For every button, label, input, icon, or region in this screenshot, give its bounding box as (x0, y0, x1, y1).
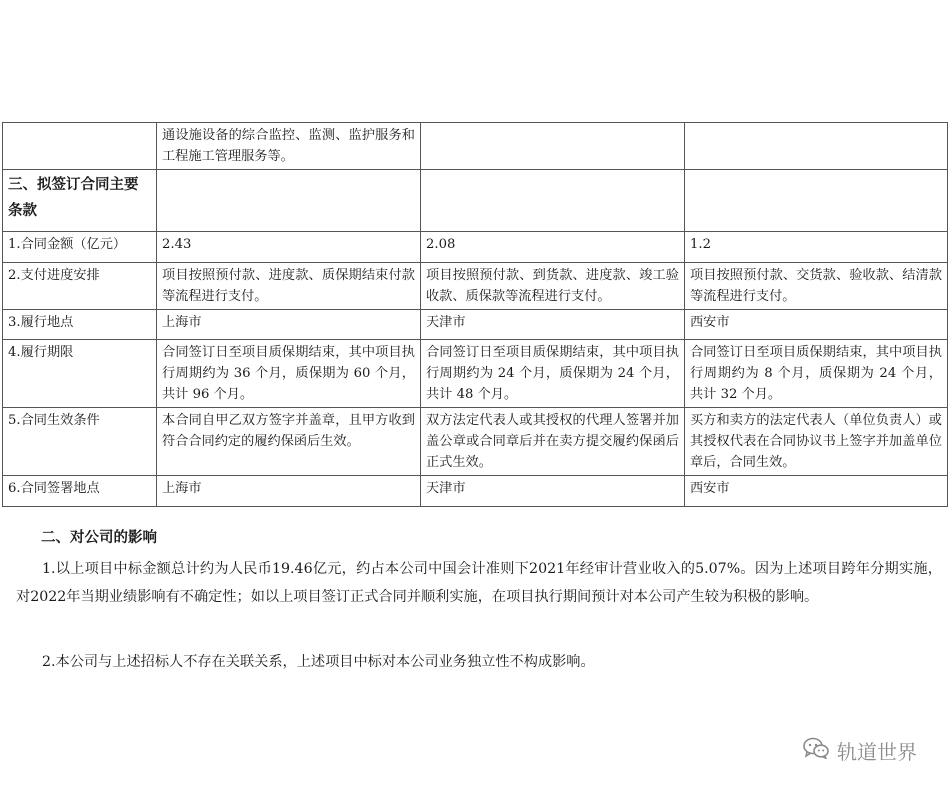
table-cell: 合同签订日至项目质保期结束，其中项目执行周期约为 8 个月，质保期为 24 个月，共计 32 个月。 (685, 340, 948, 408)
table-row (3, 263, 948, 310)
table-cell: 2.43 (157, 232, 421, 263)
wechat-icon (803, 737, 829, 764)
watermark-text: 轨道世界 (837, 740, 917, 764)
watermark (803, 736, 917, 765)
table-cell: 天津市 (421, 310, 685, 340)
table-cell: 本合同自甲乙双方签字并盖章，且甲方收到符合合同约定的履约保函后生效。 (157, 408, 421, 476)
table-cell: 买方和卖方的法定代表人（单位负责人）或其授权代表在合同协议书上签字并加盖单位章后，合同生效。 (685, 408, 948, 476)
paragraph: 1.以上项目中标金额总计约为人民币19.46亿元，约占本公司中国会计准则下2021年经审计营业收入的5.07%。因为上述项目跨年分期实施，对2022年当期业绩影响有不确定性；如以上项目签订正式合同并顺利实施，在项目执行期间预计对本公司产生较为积极的影响。 (16, 561, 942, 605)
table-cell (157, 170, 421, 232)
table-row (3, 232, 948, 263)
row-label: 3.履行地点 (3, 310, 157, 340)
contract-terms-table (2, 122, 948, 507)
table-cell: 西安市 (685, 310, 948, 340)
table-row (3, 170, 948, 232)
table-row (3, 340, 948, 408)
table-row (3, 123, 948, 170)
table-cell: 西安市 (685, 476, 948, 507)
table-row (3, 310, 948, 340)
table-cell: 上海市 (157, 310, 421, 340)
table-cell: 合同签订日至项目质保期结束，其中项目执行周期约为 36 个月，质保期为 60 个月，共计 96 个月。 (157, 340, 421, 408)
row-label: 6.合同签署地点 (3, 476, 157, 507)
table-cell: 天津市 (421, 476, 685, 507)
paragraph: 2.本公司与上述招标人不存在关联关系，上述项目中标对本公司业务独立性不构成影响。 (42, 654, 595, 670)
table-cell: 2.08 (421, 232, 685, 263)
table-cell: 上海市 (157, 476, 421, 507)
table-cell: 项目按照预付款、进度款、质保期结束付款等流程进行支付。 (157, 263, 421, 310)
table-cell (685, 123, 948, 170)
section-title-impact: 二、对公司的影响 (41, 530, 157, 546)
table-cell: 项目按照预付款、到货款、进度款、竣工验收款、质保款等流程进行支付。 (421, 263, 685, 310)
row-label (3, 123, 157, 170)
row-label: 2.支付进度安排 (3, 263, 157, 310)
row-label: 1.合同金额（亿元） (3, 232, 157, 263)
section-heading-contract-terms: 三、拟签订合同主要条款 (3, 170, 157, 232)
table-cell (421, 123, 685, 170)
row-label: 4.履行期限 (3, 340, 157, 408)
table-row (3, 408, 948, 476)
table-cell: 1.2 (685, 232, 948, 263)
table-cell (421, 170, 685, 232)
table-row (3, 476, 948, 507)
table-cell (685, 170, 948, 232)
row-label: 5.合同生效条件 (3, 408, 157, 476)
table-cell: 通设施设备的综合监控、监测、监护服务和工程施工管理服务等。 (157, 123, 421, 170)
table-cell: 双方法定代表人或其授权的代理人签署并加盖公章或合同章后并在卖方提交履约保函后正式生效。 (421, 408, 685, 476)
table-cell: 项目按照预付款、交货款、验收款、结清款等流程进行支付。 (685, 263, 948, 310)
table-cell: 合同签订日至项目质保期结束，其中项目执行周期约为 24 个月，质保期为 24 个月，共计 48 个月。 (421, 340, 685, 408)
